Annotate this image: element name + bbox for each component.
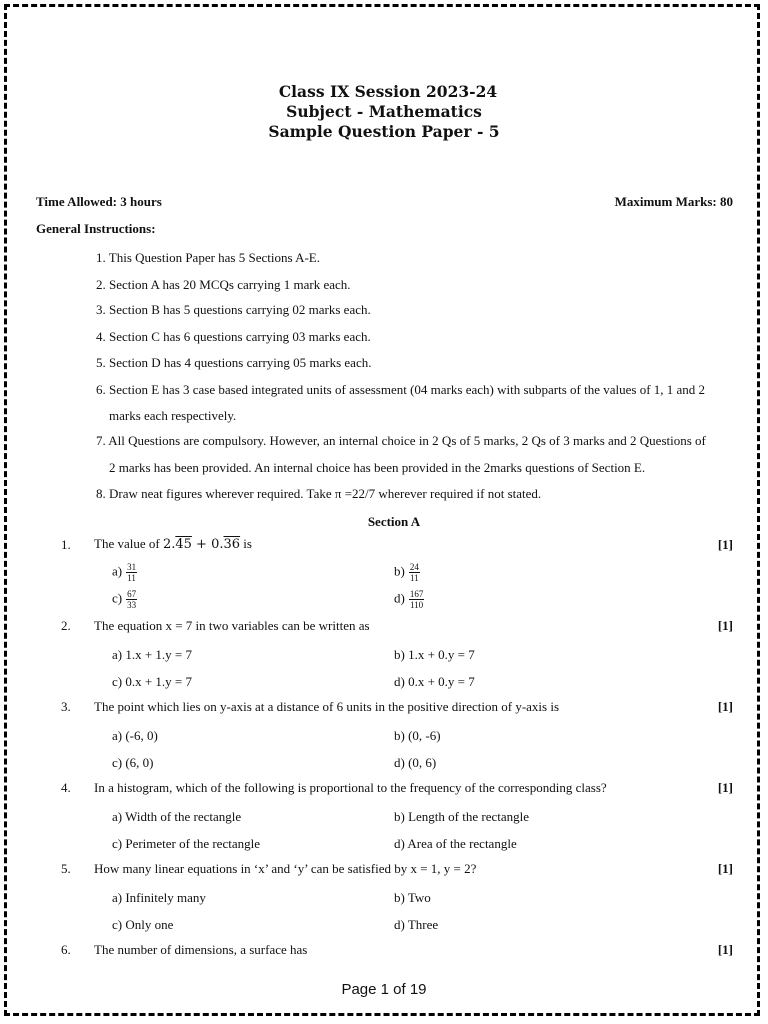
question-marks: [1] — [717, 861, 733, 876]
question-text: The equation x = 7 in two variables can be written as — [94, 618, 370, 633]
option-a: a) Width of the rectangle — [112, 809, 242, 824]
maximum-marks: Maximum Marks: 80 — [614, 194, 733, 209]
option-d: d) Area of the rectangle — [394, 836, 517, 851]
question-marks: [1] — [717, 699, 733, 714]
instruction-item: 2. Section A has 20 MCQs carrying 1 mark each. — [96, 277, 351, 292]
fraction-denominator: 110 — [410, 600, 424, 610]
question-number: 2. — [61, 618, 71, 633]
section-a-heading: Section A — [367, 514, 421, 529]
question-text-prefix: The value of — [94, 536, 163, 551]
question-number: 5. — [61, 861, 71, 876]
question-marks: [1] — [717, 537, 733, 552]
question-text-suffix: is — [240, 536, 252, 551]
option-a: a) (-6, 0) — [112, 728, 158, 743]
math-operator: + — [191, 537, 212, 552]
question-number: 3. — [61, 699, 71, 714]
question-text: The point which lies on y-axis at a distance of 6 units in the positive direction of y-axis is — [94, 699, 560, 714]
math-expression — [163, 537, 240, 552]
fraction-denominator: 33 — [127, 600, 137, 610]
class-session-title: Class IX Session 2023-24 — [278, 82, 498, 101]
math-repeating-part: 36 — [223, 537, 241, 552]
option-label: c) — [112, 590, 123, 606]
question-marks: [1] — [717, 618, 733, 633]
option-d: d) (0, 6) — [394, 755, 437, 770]
option-a: a) Infinitely many — [112, 890, 206, 905]
option-c — [112, 589, 137, 610]
option-d — [394, 589, 424, 610]
option-a: a) 1.x + 1.y = 7 — [112, 647, 193, 662]
option-label: d) — [394, 590, 405, 606]
fraction-denominator: 11 — [127, 573, 136, 583]
instruction-item: 5. Section D has 4 questions carrying 05 marks each. — [96, 355, 372, 370]
fraction-denominator: 11 — [410, 573, 419, 583]
option-c: c) Perimeter of the rectangle — [112, 836, 260, 851]
fraction — [409, 589, 425, 610]
instruction-item: 1. This Question Paper has 5 Sections A-E. — [96, 250, 320, 265]
instruction-item: 3. Section B has 5 questions carrying 02 marks each. — [96, 302, 371, 317]
option-c: c) Only one — [112, 917, 174, 932]
time-allowed: Time Allowed: 3 hours — [36, 194, 162, 209]
question-text — [94, 536, 252, 552]
math-int-part: 2. — [162, 537, 176, 552]
question-marks: [1] — [717, 780, 733, 795]
math-int-part: 0. — [211, 537, 224, 552]
fraction-numerator: 167 — [409, 589, 424, 599]
instruction-item: 6. Section E has 3 case based integrated units of assessment (04 marks each) with subparts of the values of 1, 1 and 2 — [96, 382, 706, 397]
page-number-footer: Page 1 of 19 — [341, 981, 427, 998]
fraction — [409, 562, 420, 583]
fraction-numerator: 67 — [127, 589, 137, 599]
instruction-item: 8. Draw neat figures wherever required. Take π =22/7 wherever required if not stated. — [96, 486, 542, 501]
instruction-item-continued: 2 marks has been provided. An internal choice has been provided in the 2marks questions of Section E. — [109, 460, 646, 475]
question-number: 6. — [61, 942, 71, 957]
paper-title: Sample Question Paper - 5 — [268, 122, 500, 141]
question-text: How many linear equations in ‘x’ and ‘y’ can be satisfied by x = 1, y = 2? — [94, 861, 477, 876]
option-a — [112, 562, 137, 583]
question-text: The number of dimensions, a surface has — [94, 942, 308, 957]
fraction-numerator: 24 — [409, 562, 419, 572]
question-number: 4. — [61, 780, 71, 795]
option-b: b) (0, -6) — [394, 728, 441, 743]
option-label: b) — [394, 563, 405, 579]
paper-header — [0, 82, 768, 142]
fraction — [126, 562, 137, 583]
instruction-item: 4. Section C has 6 questions carrying 03 marks each. — [96, 329, 371, 344]
option-c: c) 0.x + 1.y = 7 — [112, 674, 193, 689]
question-text: In a histogram, which of the following is proportional to the frequency of the corresponding class? — [94, 780, 607, 795]
math-repeating-part: 45 — [175, 537, 192, 552]
option-d: d) Three — [394, 917, 439, 932]
general-instructions-heading: General Instructions: — [36, 221, 156, 236]
question-number: 1. — [61, 537, 71, 552]
instruction-item-continued: marks each respectively. — [109, 408, 237, 423]
fraction-numerator: 31 — [127, 562, 137, 572]
instruction-item: 7. All Questions are compulsory. However, an internal choice in 2 Qs of 5 marks, 2 Qs of 3 marks and 2 Questions of — [96, 433, 706, 448]
fraction — [126, 589, 137, 610]
option-b — [394, 562, 420, 583]
option-b: b) Length of the rectangle — [394, 809, 529, 824]
question-marks: [1] — [717, 942, 733, 957]
option-b: b) 1.x + 0.y = 7 — [394, 647, 475, 662]
subject-title: Subject - Mathematics — [286, 102, 482, 121]
option-c: c) (6, 0) — [112, 755, 154, 770]
option-b: b) Two — [394, 890, 431, 905]
option-d: d) 0.x + 0.y = 7 — [394, 674, 475, 689]
option-label: a) — [112, 563, 123, 579]
